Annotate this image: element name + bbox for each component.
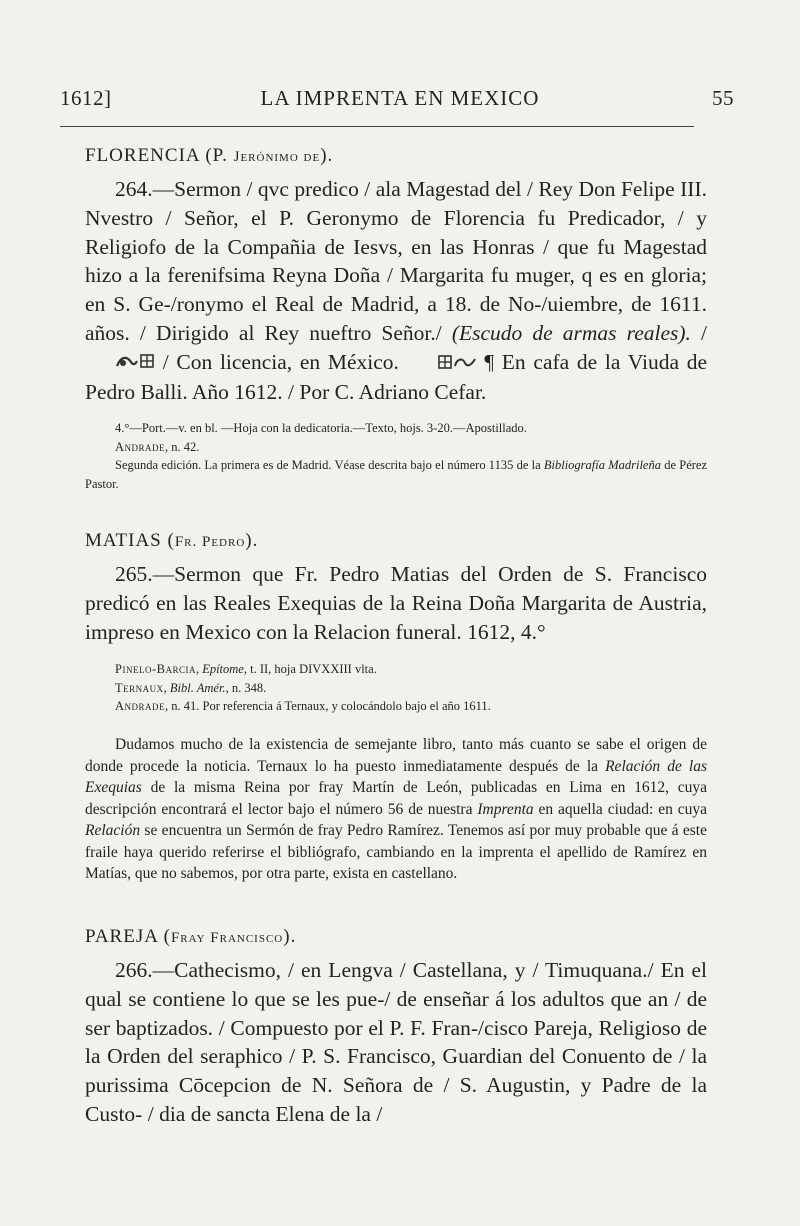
page-content	[85, 142, 707, 1129]
header-rule	[60, 126, 694, 127]
header-year: 1612]	[60, 86, 112, 110]
entry-266-body: 266.—Cathecismo, / en Lengva / Castellana, y / Timuquana./ En el qual se contiene lo que se les pue-/ de enseñar á los adultos que an / de ser baptizados. / Compuesto por el P. F. Fran-/cisco Pareja, Religioso de la Orden del seraphico / P. S. Francisco, Guardian del Conuento de / la purissima Cōcepcion de N. Señora de / S. Augustin, y Padre de la Custo- / dia de sancta Elena de la /	[85, 958, 707, 1127]
entry-265-refs	[85, 660, 707, 716]
entry-264-notes	[85, 419, 707, 493]
ref-ternaux: Ternaux, Bibl. Amér., n. 348.	[115, 680, 267, 695]
author-heading-florencia: FLORENCIA (P. Jerónimo de).	[85, 145, 334, 166]
closing-ornament-icon	[407, 349, 477, 378]
author-heading-pareja: PAREJA (Fray Francisco).	[85, 926, 297, 948]
note-collation: 4.°—Port.—v. en bl. —Hoja con la dedicatoria.—Texto, hojs. 3-20.—Apostillado.	[115, 421, 527, 436]
running-head	[60, 86, 740, 116]
ref-andrade: Andrade, n. 41. Por referencia á Ternaux, y colocándolo bajo el año 1611.	[115, 699, 491, 714]
note-reference: Andrade, n. 42.	[115, 439, 200, 454]
entry-264-body: 264.—Sermon / qvc predico / ala Magestad del / Rey Don Felipe III. Nvestro / Señor, el P. Geronymo de Florencia fu Predicador, / y Religiofo de la Compañia de Iesvs, en las Honras / que fu Magestad hizo a la ferenifsima Reyna Doña / Margarita fu muger, q es en gloria; en S. Ge-/ronymo el Real de Madrid, a 18. de No-/uiembre, de 1611. años. / Dirigido al Rey nueftro Señor./ (Escudo de armas reales). / / Con licencia, en México. ¶ En cafa de la Viuda de Pedro Balli. Año 1612. / Por C. Adriano Cefar.	[85, 177, 707, 405]
note-edition: Segunda edición. La primera es de Madrid. Véase descrita bajo el número 1135 de la Bibliografía Madrileña de Pérez Pastor.	[85, 458, 707, 491]
entry-264-italic: (Escudo de armas reales).	[451, 320, 691, 345]
header-title: LA IMPRENTA EN MEXICO	[260, 86, 540, 110]
entry-265-commentary: Dudamos mucho de la existencia de semejante libro, tanto más cuanto se sabe el origen de donde procede la noticia. Ternaux lo ha puesto inmediatamente después de la Relación de las Exequias de la misma Reina por fray Martín de León, publicadas en Lima en 1612, cuya descripción encontrará el lector bajo el número 56 de nuestra Imprenta en aquella ciudad: en cuya Relación se encuentra un Sermón de fray Pedro Ramírez. Tenemos así por muy probable que á este fraile haya querido referirse el bibliógrafo, cambiando en la imprenta el apellido de Ramírez en Matías, que no sabemos, por otra parte, exista en castellano.	[85, 735, 708, 883]
entry-265-body: 265.—Sermon que Fr. Pedro Matias del Orden de S. Francisco predicó en las Reales Exequias de la Reina Doña Margarita de Austria, impreso en Mexico con la Relacion funeral. 1612, 4.°	[85, 562, 707, 644]
ref-pinelo: Pinelo-Barcia, Epítome, t. II, hoja DIVXXIII vlta.	[115, 662, 377, 677]
author-heading-matias: MATIAS (Fr. Pedro).	[85, 530, 259, 552]
printer-ornament-icon	[85, 349, 155, 378]
page-number: 55	[712, 86, 734, 110]
